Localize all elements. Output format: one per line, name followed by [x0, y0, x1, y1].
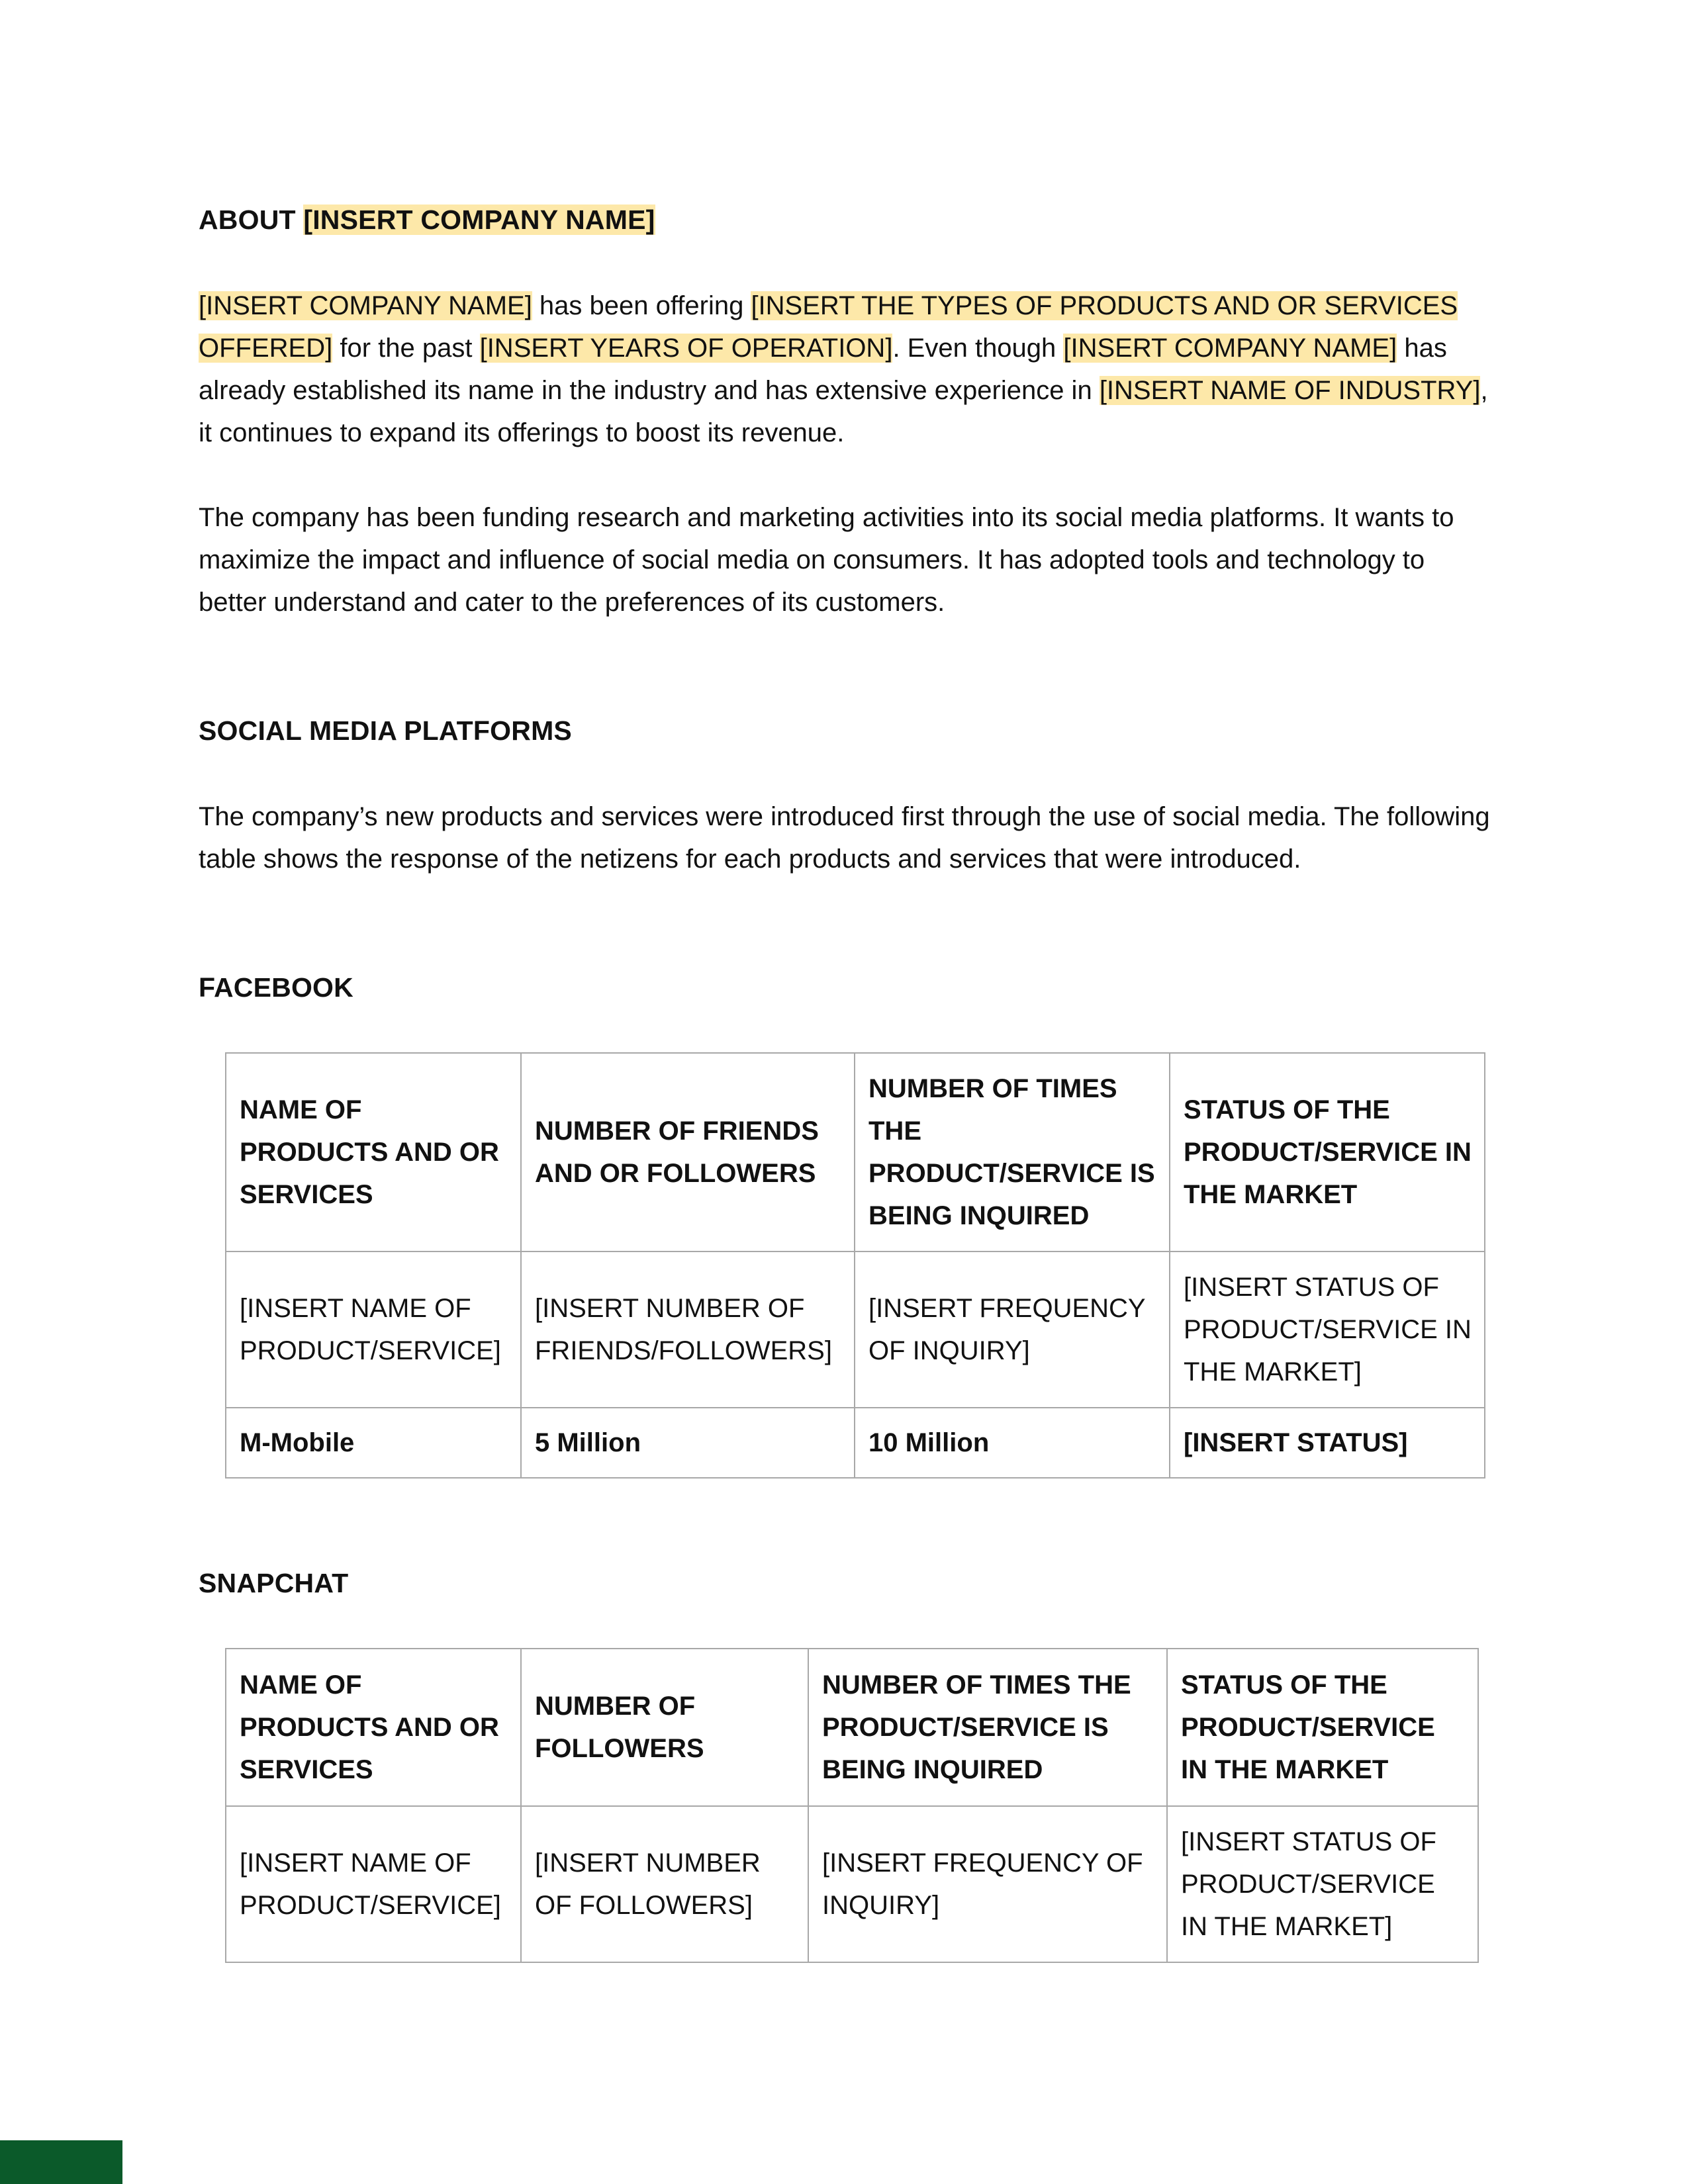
snapchat-table — [225, 1648, 1479, 1963]
table-cell: [INSERT NAME OF PRODUCT/SERVICE] — [226, 1806, 521, 1962]
table-cell: [INSERT STATUS] — [1170, 1408, 1485, 1478]
table-row — [226, 1806, 1478, 1962]
about-paragraph-1 — [199, 285, 1496, 454]
facebook-table — [225, 1052, 1485, 1479]
table-header-cell: STATUS OF THE PRODUCT/SERVICE IN THE MARKET — [1167, 1649, 1478, 1806]
about-text: has been offering — [532, 291, 751, 320]
table-header-row — [226, 1053, 1485, 1251]
about-heading — [199, 199, 1496, 241]
industry-placeholder: [INSERT NAME OF INDUSTRY] — [1099, 376, 1481, 405]
table-header-row — [226, 1649, 1478, 1806]
product-types-placeholder: [INSERT THE TYPES OF PRODUCTS AND OR SERVICES OFFERED] — [199, 291, 1458, 363]
about-heading-prefix: ABOUT — [199, 205, 304, 235]
facebook-heading: FACEBOOK — [199, 972, 353, 1003]
table-cell: [INSERT NUMBER OF FRIENDS/FOLLOWERS] — [521, 1251, 855, 1408]
document-content — [199, 199, 1496, 1963]
company-name-placeholder: [INSERT COMPANY NAME] — [199, 291, 532, 320]
table-cell: [INSERT STATUS OF PRODUCT/SERVICE IN THE MARKET] — [1170, 1251, 1485, 1408]
table-header-cell: NUMBER OF TIMES THE PRODUCT/SERVICE IS BEING INQUIRED — [808, 1649, 1167, 1806]
about-paragraph-2: The company has been funding research and marketing activities into its social media platforms. It wants to maximize the impact and influence of social media on consumers. It has adopted tools and technology to better understand and cater to the preferences of its customers. — [199, 503, 1454, 617]
table-header-cell: NAME OF PRODUCTS AND OR SERVICES — [226, 1053, 521, 1251]
table-cell: M-Mobile — [226, 1408, 521, 1478]
footer-accent-block — [0, 2140, 122, 2184]
table-header-cell: NAME OF PRODUCTS AND OR SERVICES — [226, 1649, 521, 1806]
table-row — [226, 1251, 1485, 1408]
table-header-cell: STATUS OF THE PRODUCT/SERVICE IN THE MARKET — [1170, 1053, 1485, 1251]
table-cell: [INSERT STATUS OF PRODUCT/SERVICE IN THE MARKET] — [1167, 1806, 1478, 1962]
table-cell: [INSERT NUMBER OF FOLLOWERS] — [521, 1806, 808, 1962]
social-media-heading: SOCIAL MEDIA PLATFORMS — [199, 715, 572, 746]
table-cell: [INSERT FREQUENCY OF INQUIRY] — [855, 1251, 1170, 1408]
table-cell: 5 Million — [521, 1408, 855, 1478]
table-cell: [INSERT NAME OF PRODUCT/SERVICE] — [226, 1251, 521, 1408]
table-header-cell: NUMBER OF FOLLOWERS — [521, 1649, 808, 1806]
snapchat-heading: SNAPCHAT — [199, 1568, 349, 1598]
company-name-placeholder: [INSERT COMPANY NAME] — [1063, 334, 1397, 363]
table-cell: 10 Million — [855, 1408, 1170, 1478]
about-text: for the past — [332, 334, 480, 363]
years-placeholder: [INSERT YEARS OF OPERATION] — [479, 334, 893, 363]
about-text: has already established its name in the industry and has extensive experience in — [199, 334, 1447, 405]
table-header-cell: NUMBER OF FRIENDS AND OR FOLLOWERS — [521, 1053, 855, 1251]
about-text: . Even though — [892, 334, 1064, 363]
social-media-paragraph: The company’s new products and services were introduced first through the use of social media. The following table shows the response of the netizens for each products and services that were introduced. — [199, 802, 1490, 874]
table-row — [226, 1408, 1485, 1478]
about-heading-placeholder: [INSERT COMPANY NAME] — [303, 205, 655, 235]
about-text: , it continues to expand its offerings to boost its revenue. — [199, 376, 1488, 447]
table-header-cell: NUMBER OF TIMES THE PRODUCT/SERVICE IS BEING INQUIRED — [855, 1053, 1170, 1251]
table-cell: [INSERT FREQUENCY OF INQUIRY] — [808, 1806, 1167, 1962]
